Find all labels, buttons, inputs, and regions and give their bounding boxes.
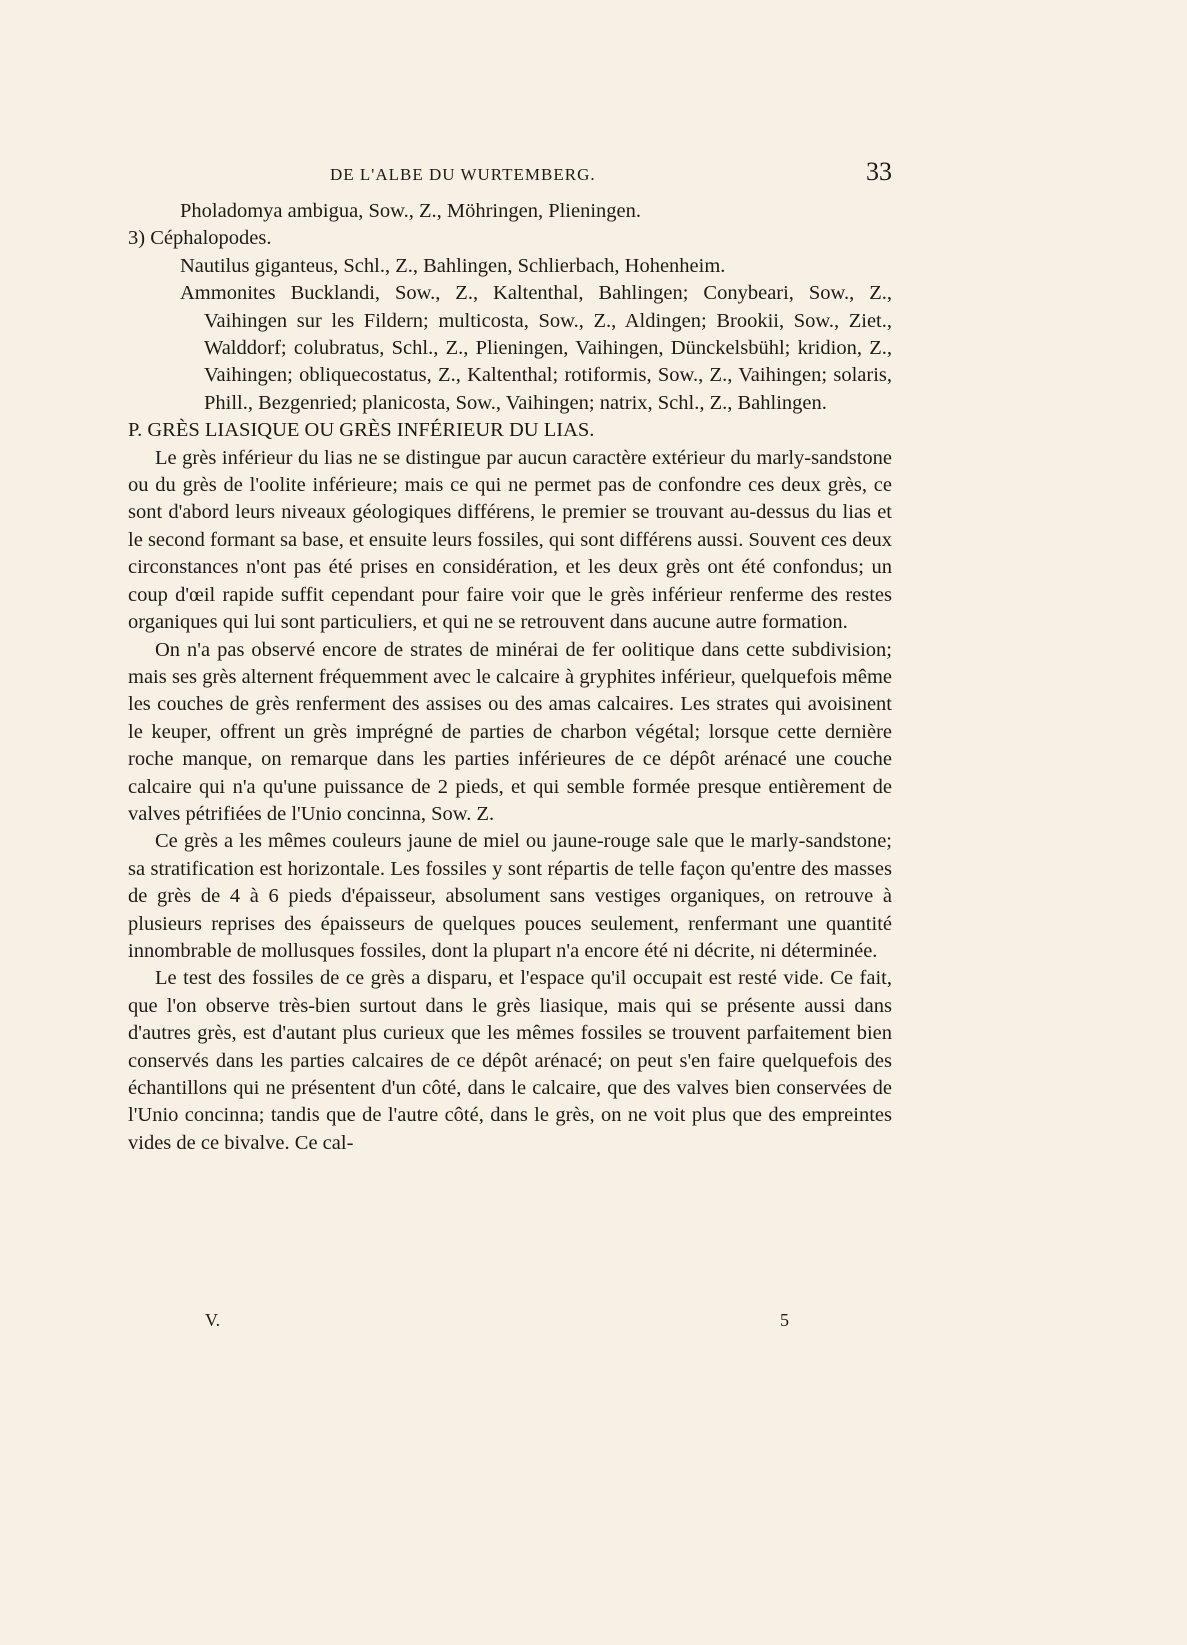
section-heading: P. GRÈS LIASIQUE OU GRÈS INFÉRIEUR DU LIAS.: [128, 419, 595, 442]
signature-mark: V.: [205, 1310, 221, 1330]
paragraph-2: On n'a pas observé encore de strates de minérai de fer oolitique dans cette subdivision; mais ses grès alternent fréquemment avec le calcaire à gryphites inférieur, quelquefois même les couches de grès renferment des assises ou des amas calcaires. Les strates qui avoisinent le keuper, offrent un grès imprégné de parties de charbon végétal; lorsque cette dernière roche manque, on remarque dans les parties inférieures de ce dépôt arénacé une couche calcaire qui n'a qu'une puissance de 2 pieds, et qui semble formée presque entièrement de valves pétrifiées de l'Unio concinna, Sow. Z.: [128, 638, 892, 825]
paragraph-1: Le grès inférieur du lias ne se distingue par aucun caractère extérieur du marly-sandstone ou du grès de l'oolite inférieure; mais ce qui ne permet pas de confondre ces deux grès, ce sont d'abord leurs niveaux géologiques différens, le premier se trouvant au-dessus du lias et le second formant sa base, et ensuite leurs fossiles, qui sont différens aussi. Souvent ces deux circonstances n'ont pas été prises en considération, et les deux grès ont été confondus; un coup d'œil rapide suffit cependant pour faire voir que le grès inférieur renferme des restes organiques qui lui sont particuliers, et qui ne se retrouvent dans aucune autre formation.: [128, 446, 892, 634]
page-number: 33: [866, 157, 892, 186]
page-header: [170, 157, 892, 187]
paragraph-4: Le test des fossiles de ce grès a disparu, et l'espace qu'il occupait est resté vide. Ce fait, que l'on observe très-bien surtout dans le grès liasique, mais qui se présente aussi dans d'autres grès, est d'autant plus curieux que les mêmes fossiles se trouvent parfaitement bien conservés dans les parties calcaires de ce dépôt arénacé; on peut s'en faire quelquefois des échantillons qui ne présentent d'un côté, dans le calcaire, que des valves bien conservées de l'Unio concinna; tandis que de l'autre côté, dans le grès, on ne voit plus que des empreintes vides de ce bivalve. Ce cal-: [128, 967, 892, 1154]
running-head: DE L'ALBE DU WURTEMBERG.: [330, 165, 596, 184]
page-footer: [205, 1310, 805, 1340]
page-content: [128, 198, 892, 1157]
fossil-entry-ammonites: Ammonites Bucklandi, Sow., Z., Kaltenthal, Bahlingen; Conybeari, Sow., Z., Vaihingen sur les Fildern; multicosta, Sow., Z., Aldingen; Brookii, Sow., Ziet., Walddorf; colubratus, Schl., Z., Plieningen, Vaihingen, Dünckelsbühl; kridion, Z., Vaihingen; obliquecostatus, Z., Kaltenthal; rotiformis, Sow., Z., Vaihingen; solaris, Phill., Bezgenried; planicosta, Sow., Vaihingen; natrix, Schl., Z., Bahlingen.: [180, 282, 892, 414]
fossil-entry-pholadomya: Pholadomya ambigua, Sow., Z., Möhringen, Plieningen.: [180, 200, 642, 222]
fossil-entry-nautilus: Nautilus giganteus, Schl., Z., Bahlingen, Schlierbach, Hohenheim.: [180, 254, 726, 277]
cephalopodes-heading: 3) Céphalopodes.: [128, 227, 272, 250]
paragraph-3: Ce grès a les mêmes couleurs jaune de miel ou jaune-rouge sale que le marly-sandstone; sa stratification est horizontale. Les fossiles y sont répartis de telle façon qu'entre des masses de grès de 4 à 6 pieds d'épaisseur, absolument sans vestiges organiques, on retrouve à plusieurs reprises des épaisseurs de quelques pouces seulement, renfermant une quantité innombrable de mollusques fossiles, dont la plupart n'a encore été ni décrite, ni déterminée.: [128, 830, 892, 962]
folio-number: 5: [780, 1310, 789, 1330]
